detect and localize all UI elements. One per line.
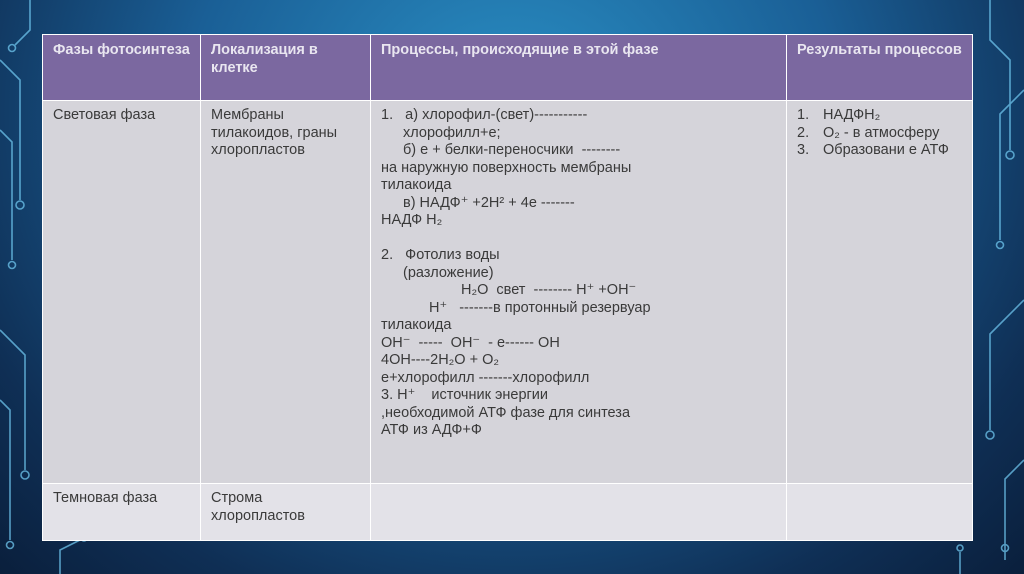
table-row-light-phase bbox=[43, 101, 973, 484]
cell-processes bbox=[371, 101, 787, 484]
process-line: на наружную поверхность мембраны bbox=[381, 159, 632, 176]
header-results: Результаты процессов bbox=[787, 35, 973, 101]
process-line: хлорофилл+е; bbox=[403, 124, 501, 141]
process-line: в) НАДФ⁺ +2Н² + 4е ------- bbox=[403, 194, 575, 211]
process-line: б) е + белки-переносчики -------- bbox=[403, 142, 621, 158]
cell-phase: Темновая фаза bbox=[43, 484, 201, 541]
table-row-dark-phase bbox=[43, 484, 973, 541]
result-number: 2. bbox=[797, 124, 810, 141]
process-line: 2. Фотолиз воды bbox=[381, 247, 500, 263]
cell-results bbox=[787, 484, 973, 541]
process-line: Н⁺ -------в протонный резервуар bbox=[429, 299, 651, 316]
result-number: 3. bbox=[797, 142, 810, 158]
process-line: тилакоида bbox=[381, 317, 452, 333]
process-line: ОН⁻ ----- ОН⁻ - е------ ОН bbox=[381, 334, 560, 351]
result-item bbox=[797, 107, 962, 125]
cell-location: Строма хлоропластов bbox=[201, 484, 371, 541]
cell-phase: Световая фаза bbox=[43, 101, 201, 484]
header-phases: Фазы фотосинтеза bbox=[43, 35, 201, 101]
result-text: О₂ - в атмосферу bbox=[823, 124, 940, 141]
photosynthesis-table bbox=[42, 34, 973, 541]
result-text: Образовани е АТФ bbox=[823, 142, 949, 158]
result-text: НАДФН₂ bbox=[823, 107, 881, 123]
cell-location: Мембраны тилакоидов, граны хлоропластов bbox=[201, 101, 371, 484]
result-number: 1. bbox=[797, 107, 810, 123]
results-list bbox=[797, 107, 962, 160]
process-line: 3. Н⁺ источник энергии bbox=[381, 387, 548, 403]
process-line: АТФ из АДФ+Ф bbox=[381, 422, 482, 438]
process-line: тилакоида bbox=[381, 177, 452, 193]
cell-processes bbox=[371, 484, 787, 541]
process-line: е+хлорофилл -------хлорофилл bbox=[381, 369, 590, 386]
process-line bbox=[381, 230, 776, 248]
cell-results bbox=[787, 101, 973, 484]
process-line: Н₂О свет -------- Н⁺ +ОН⁻ bbox=[461, 282, 637, 298]
result-item bbox=[797, 142, 962, 160]
header-location: Локализация в клетке bbox=[201, 35, 371, 101]
process-line: НАДФ Н₂ bbox=[381, 212, 443, 228]
result-item bbox=[797, 125, 962, 143]
table-header-row bbox=[43, 35, 973, 101]
process-line: 4ОН----2Н₂О + О₂ bbox=[381, 352, 500, 368]
process-line: ,необходимой АТФ фазе для синтеза bbox=[381, 404, 631, 421]
process-line: (разложение) bbox=[403, 264, 494, 281]
header-processes: Процессы, происходящие в этой фазе bbox=[371, 35, 787, 101]
process-line: 1. а) хлорофил-(свет)----------- bbox=[381, 107, 588, 123]
